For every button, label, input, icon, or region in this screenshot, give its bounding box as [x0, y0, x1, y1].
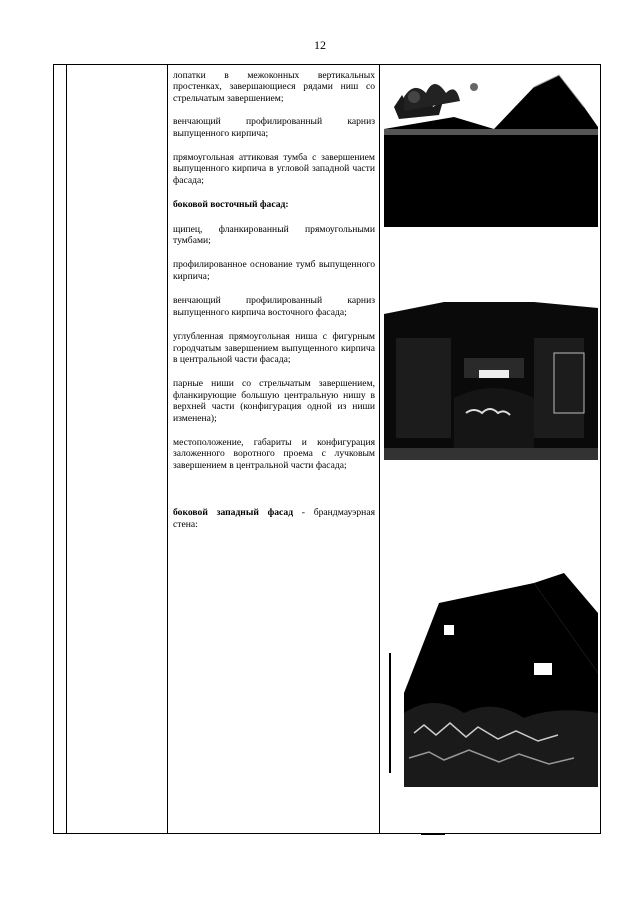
column-divider [167, 65, 168, 833]
description-column [173, 70, 375, 530]
paragraph: парные ниши со стрельчатым завершением, фланкирующие большую центральную нишу в верхней части (конфигурация одной из ниши изменена); [173, 378, 375, 424]
west-facade-bold: боковой западный фасад [173, 507, 294, 519]
divider [421, 834, 445, 835]
paragraph: прямоугольная аттиковая тумба с завершением выпущенного кирпича в угловой западной части фасада; [173, 152, 375, 186]
photo-east-facade [384, 298, 598, 460]
section-heading-west [173, 507, 375, 530]
photo-main-facade-image [384, 67, 598, 227]
column-divider [379, 65, 380, 833]
paragraph: щипец, фланкированный прямоугольными тумбами; [173, 223, 375, 247]
column-divider [66, 65, 67, 833]
paragraph: венчающий профилированный карниз выпущенного кирпича восточного фасада; [173, 295, 375, 318]
paragraph: профилированное основание тумб выпущенного кирпича; [173, 259, 375, 282]
photo-west-facade [384, 573, 598, 787]
photo-main-facade [384, 67, 598, 227]
section-heading-east: боковой восточный фасад: [173, 199, 289, 211]
heritage-table [53, 64, 601, 834]
photo-west-facade-image [384, 573, 598, 787]
west-facade-rest: - брандмауэрная стена: [173, 507, 375, 530]
photo-east-facade-image [384, 298, 598, 460]
page-number: 12 [314, 38, 326, 52]
paragraph: углубленная прямоугольная ниша с фигурным городчатым завершением выпущенного кирпича в центральной части фасада; [173, 331, 375, 365]
paragraph: венчающий профилированный карниз выпущенного кирпича; [173, 116, 375, 139]
paragraph: лопатки в межоконных вертикальных простенках, завершающиеся рядами ниш со стрельчатым завершением; [173, 70, 375, 104]
paragraph: местоположение, габариты и конфигурация заложенного воротного проема с лучковым завершением в центральной части фасада; [173, 436, 375, 471]
